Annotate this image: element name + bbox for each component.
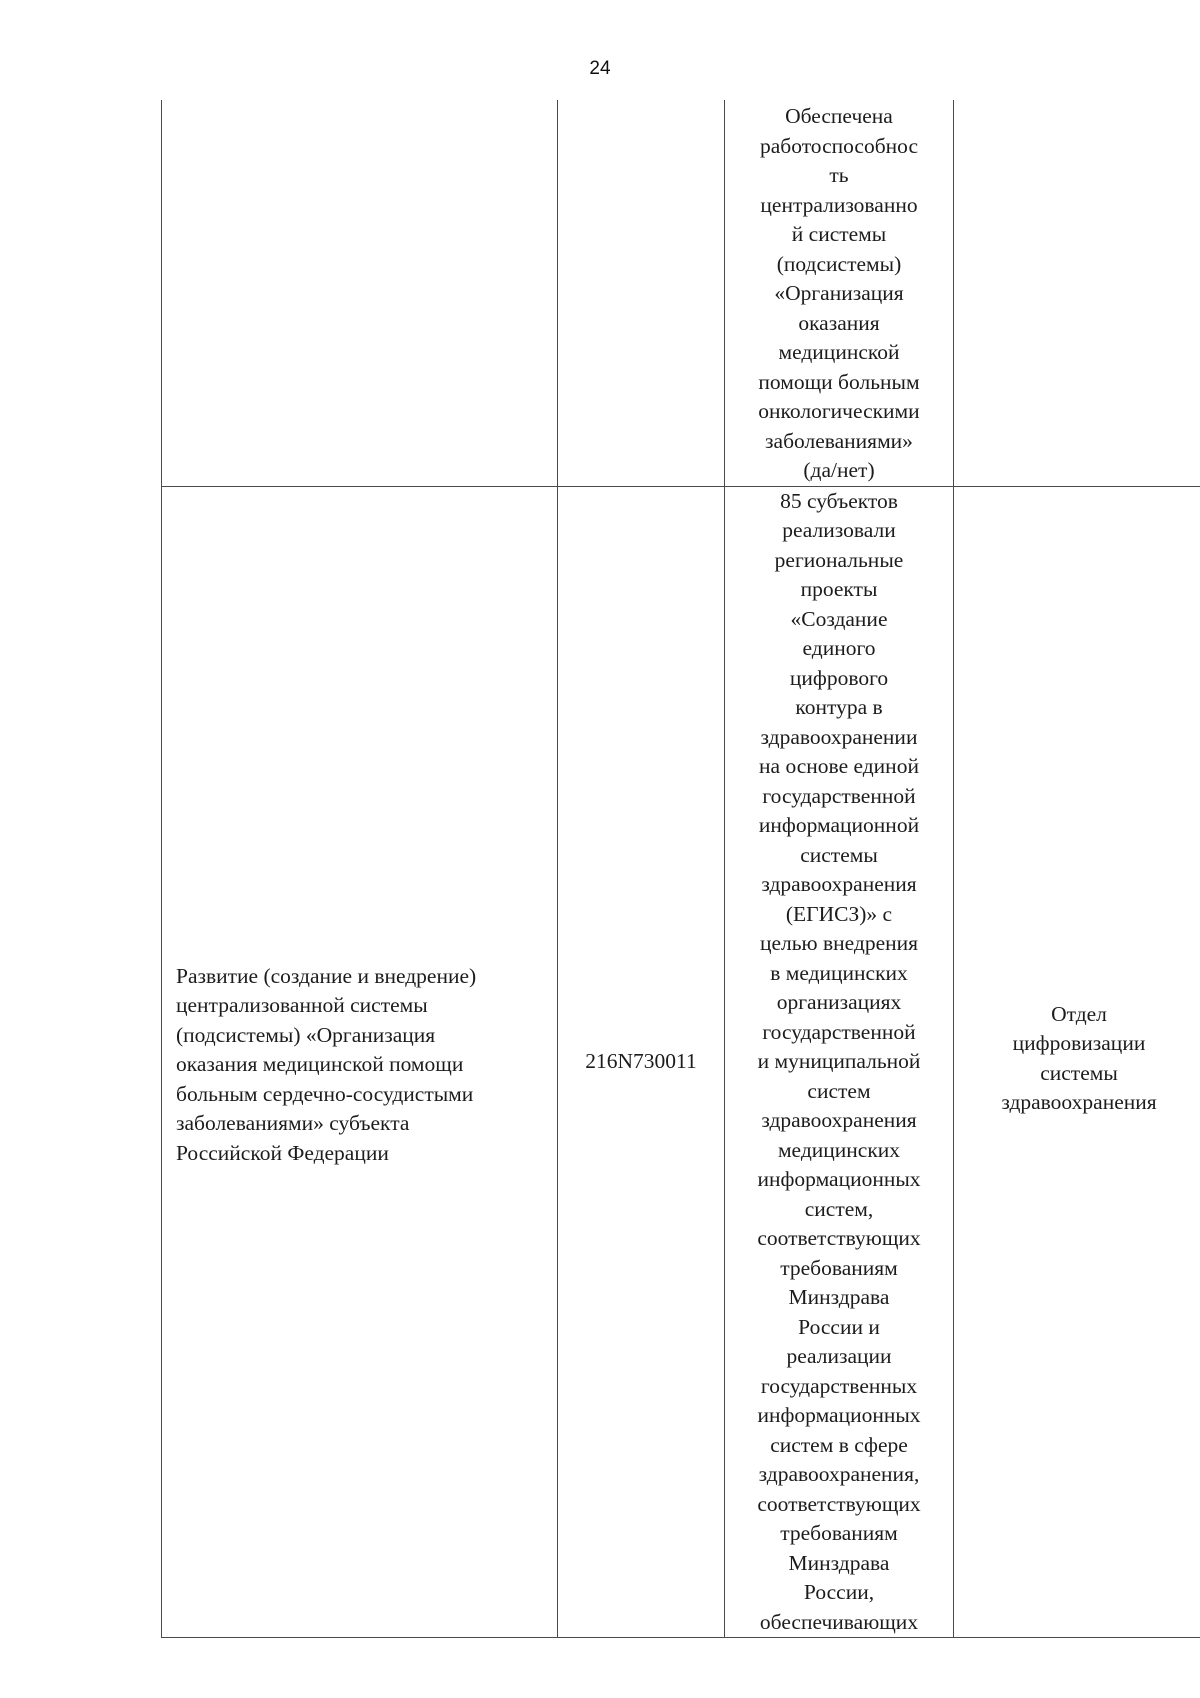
text-line: и муниципальной	[757, 1049, 921, 1073]
text-line: России,	[803, 1580, 875, 1604]
text-line: государственной	[762, 1019, 916, 1044]
text-line: Минздрава	[788, 1550, 890, 1575]
result-text	[729, 100, 949, 486]
text-line: информационных	[757, 1403, 921, 1427]
responsible-unit	[962, 1000, 1196, 1118]
table-row	[162, 486, 1200, 1638]
text-line: оказания	[798, 310, 880, 335]
text-line: цифрового	[789, 665, 889, 690]
text-line: Обеспечена	[785, 104, 893, 128]
text-line: единого	[802, 636, 876, 660]
result-indicator-cell	[725, 486, 954, 1638]
document-table	[161, 100, 1200, 1638]
budget-code: 216N730011	[585, 1049, 697, 1073]
text-line: цифровизации	[1012, 1031, 1146, 1056]
responsible-cell	[954, 100, 1200, 486]
text-line: здравоохранения	[761, 1108, 917, 1132]
text-line: информационной	[758, 813, 920, 837]
text-line: организациях	[776, 990, 902, 1014]
text-line: медицинских	[777, 1137, 901, 1162]
text-line: проекты	[800, 577, 878, 601]
responsible-cell	[954, 486, 1200, 1638]
text-line: Российской Федерации	[176, 1140, 389, 1165]
code-cell	[558, 486, 725, 1638]
text-line: в медицинских	[770, 960, 908, 985]
text-line: соответствующих	[757, 1491, 921, 1516]
text-line: здравоохранения,	[758, 1462, 920, 1486]
text-line: централизованно	[760, 192, 918, 217]
text-line: систем,	[804, 1196, 874, 1221]
text-line: здравоохранения	[761, 872, 917, 896]
activity-name-cell	[162, 486, 558, 1638]
text-line: Развитие (создание и внедрение)	[176, 963, 477, 988]
text-line: ть	[829, 163, 849, 187]
activity-name	[176, 962, 543, 1169]
result-text	[729, 487, 949, 1638]
text-line: контура в	[795, 695, 883, 719]
text-line: Минздрава	[788, 1285, 890, 1309]
text-line: информационных	[757, 1167, 921, 1191]
text-line: централизованной системы	[176, 993, 428, 1017]
text-line: оказания медицинской помощи	[176, 1052, 464, 1076]
text-line: систем	[807, 1078, 871, 1103]
text-line: государственных	[760, 1373, 918, 1398]
text-line: требованиям	[780, 1521, 898, 1545]
page-number: 24	[589, 58, 611, 79]
text-line: реализации	[786, 1344, 892, 1368]
text-line: «Создание	[790, 606, 888, 631]
text-line: системы	[800, 842, 878, 867]
result-indicator-cell	[725, 100, 954, 486]
text-line: (подсистемы) «Организация	[176, 1022, 436, 1047]
text-line: 85 субъектов	[780, 488, 898, 513]
text-line: соответствующих	[757, 1226, 921, 1250]
text-line: России и	[798, 1314, 880, 1339]
text-line: (подсистемы)	[776, 251, 902, 276]
code-cell	[558, 100, 725, 486]
text-line: (ЕГИСЗ)» с	[785, 901, 893, 926]
text-line: больным сердечно-сосудистыми	[176, 1081, 474, 1106]
text-line: требованиям	[780, 1255, 898, 1280]
text-line: «Организация	[774, 281, 904, 305]
text-line: Отдел	[1051, 1001, 1107, 1026]
activity-name-cell	[162, 100, 558, 486]
text-line: медицинской	[778, 340, 900, 364]
text-line: государственной	[762, 783, 916, 808]
text-line: помощи больным	[758, 369, 920, 394]
text-line: здравоохранении	[760, 724, 918, 749]
text-line: на основе единой	[759, 754, 919, 778]
text-line: системы	[1040, 1060, 1118, 1085]
text-line: работоспособнос	[760, 133, 918, 158]
text-line: онкологическими	[758, 399, 920, 423]
table-row	[162, 100, 1200, 486]
text-line: реализовали	[782, 518, 896, 542]
text-line: обеспечивающих	[759, 1609, 919, 1634]
text-line: заболеваниями» субъекта	[176, 1111, 410, 1135]
text-line: региональные	[774, 547, 904, 572]
text-line: здравоохранения	[1001, 1090, 1157, 1115]
text-line: заболеваниями»	[765, 428, 913, 453]
text-line: (да/нет)	[803, 458, 875, 482]
text-line: й системы	[791, 222, 887, 246]
text-line: систем в сфере	[770, 1432, 908, 1457]
text-line: целью внедрения	[759, 931, 919, 955]
